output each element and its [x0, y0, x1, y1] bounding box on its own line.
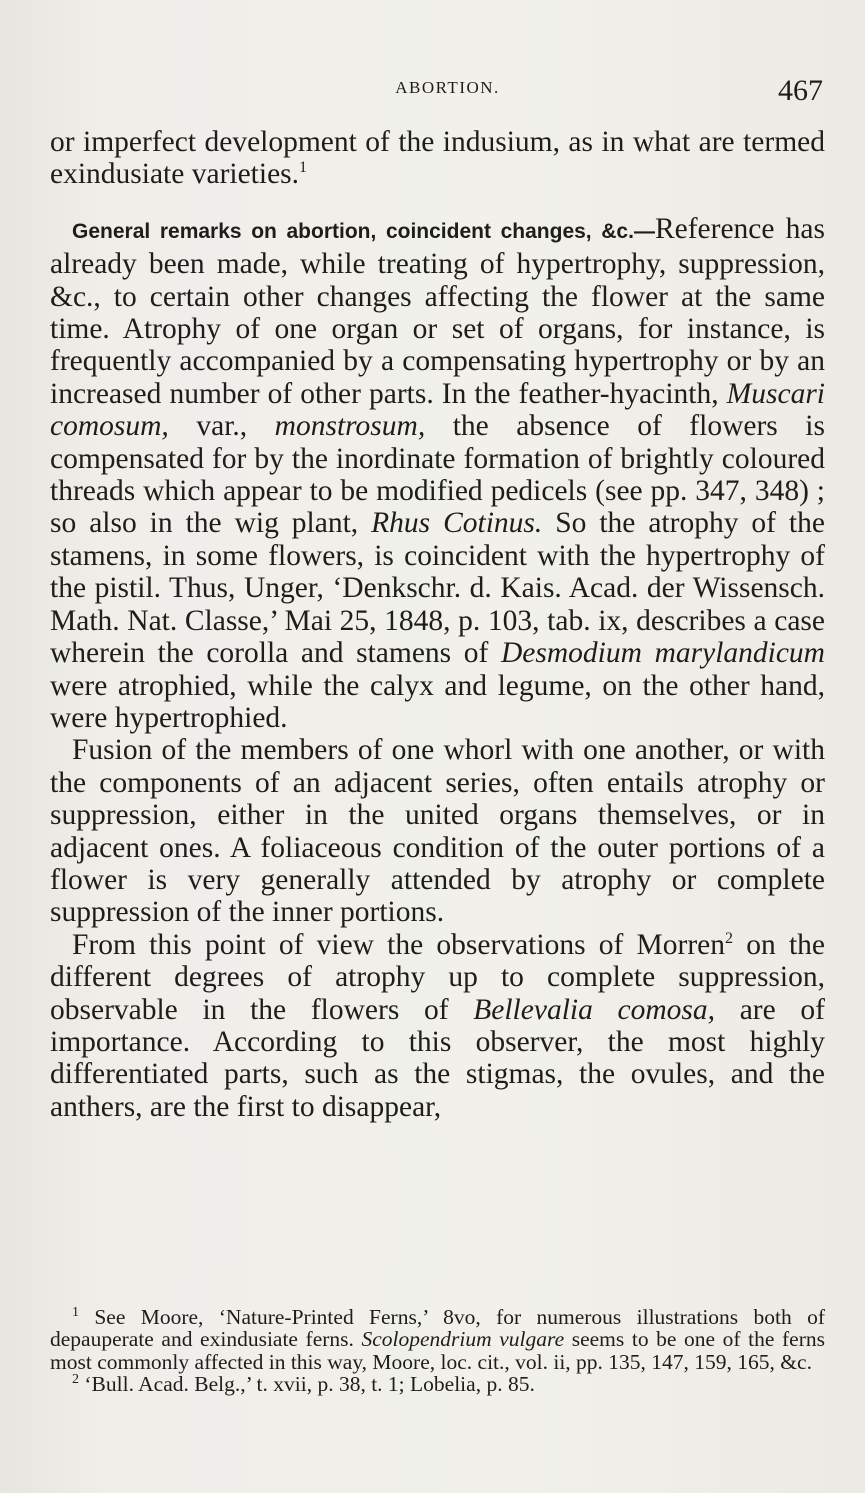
footnote-1	[50, 1306, 825, 1373]
footnote-mark: 1	[72, 1304, 79, 1320]
species-name: Muscari comosum,	[50, 377, 825, 443]
species-name: Scolopendrium vulgare	[361, 1327, 565, 1352]
paragraph-text: So the atrophy of the stamens, in some flowers, is coincident with the hypertrophy of the pistil. Thus, Unger, ‘Denkschr. d. Kais. Acad. der Wissensch. Math. Nat. Classe,’ Mai 25, 1848, p. 103, tab. ix, describes a case wherein the corolla and stamens of	[50, 507, 825, 670]
species-name: Desmodium marylandicum	[501, 637, 825, 670]
page-header	[50, 74, 825, 114]
paragraph-fusion: Fusion of the members of one whorl with one another, or with the components of an adjacent series, often entails atrophy or suppression, either in the united organs themselves, or in adjacent ones. A foliaceous condition of the outer portions of a flower is very generally attended by atrophy or complete suppression of the inner portions.	[50, 734, 825, 929]
footnote-text: seems to be one of the ferns most commonly affected in this way, Moore, loc. cit., vol. ii, pp. 135, 147, 159, 165, &c.	[50, 1327, 825, 1374]
species-name: Bellevalia comosa,	[473, 993, 716, 1026]
section-heading: General remarks on abortion, coincident changes, &c.—	[72, 219, 655, 243]
footnote-ref-2: 2	[725, 929, 734, 947]
species-name: Rhus Cotinus.	[371, 507, 543, 540]
paragraph-text: Reference has already been made, while treating of hypertrophy, suppression, &c., to certain other changes affecting the flower at the same time. Atrophy of one organ or set of organs, for instance, is frequently accompanied by a compensating hypertrophy or by an increased number of other parts. In the feather-hyacinth,	[50, 212, 825, 410]
paragraph-text: the absence of flowers is compensated for by the inordinate formation of brightly coloured threads which appear to be modified pedicels (see pp. 347, 348) ; so also in the wig plant,	[50, 410, 825, 540]
footnote-mark: 2	[72, 1372, 79, 1388]
paragraph-text: From this point of view the observations of Morren	[72, 928, 726, 961]
footnote-text: ‘Bull. Acad. Belg.,’ t. xvii, p. 38, t. 1; Lobelia, p. 85.	[79, 1372, 535, 1397]
variety-name: monstrosum,	[274, 410, 426, 443]
footnote-2	[50, 1373, 825, 1395]
paragraph-continuation	[50, 126, 825, 191]
paragraph-morren	[50, 929, 825, 1123]
paragraph-text: were atrophied, while the calyx and legume, on the other hand, were hypertrophied.	[50, 669, 825, 734]
paragraph-text: on the different degrees of atrophy up to complete suppression, observable in the flowers of	[50, 928, 825, 1026]
body-text	[50, 126, 825, 1123]
paragraph-text: are of importance. According to this observer, the most highly differentiated parts, such as the stigmas, the ovules, and the anthers, are the first to disappear,	[50, 993, 825, 1123]
paragraph-general-remarks	[50, 213, 825, 735]
footnote-ref-1: 1	[299, 159, 308, 177]
footnotes	[50, 1306, 825, 1396]
running-head: ABORTION.	[395, 78, 500, 97]
footnote-text: See Moore, ‘Nature-Printed Ferns,’ 8vo, for numerous illustrations both of depauperate and exindusiate ferns.	[50, 1305, 825, 1352]
page-number: 467	[778, 74, 823, 107]
paragraph-text: var.,	[168, 410, 275, 443]
paragraph-text: or imperfect development of the indusium, as in what are termed exindusiate varieties.	[50, 126, 825, 191]
